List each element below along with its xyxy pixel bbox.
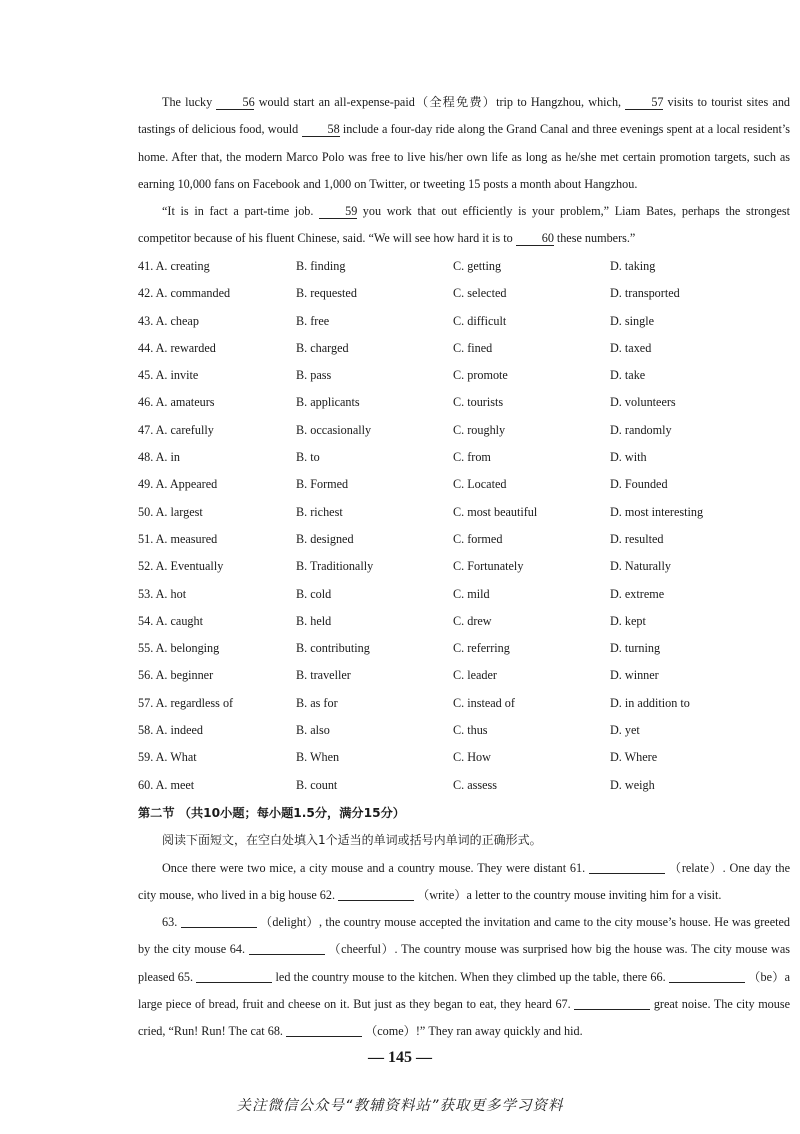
passage-text: The lucky <box>162 95 213 109</box>
option-d: D. yet <box>610 723 640 738</box>
question-number: 51. A. measured <box>138 531 218 546</box>
option-row <box>138 662 798 689</box>
passage-text: include a four-day ride along the Grand Canal and three evenings spent at a local resident’s home. After that, the modern Marco Polo was free to live his/her own life as long as he/she met certain promotion targets, such as earning 10,000 fans on Facebook and 1,000 on Twitter, or tweeting 15 posts a month about Hangzhou. <box>138 122 791 191</box>
passage-text: visits to tourist sites and tastings of delicious food, would <box>138 95 791 137</box>
passage-text: （write）a letter to the country mouse inviting him for a visit. <box>417 888 722 903</box>
option-row <box>138 772 798 799</box>
option-c: C. How <box>453 750 491 765</box>
passage-text: Once there were two mice, a city mouse and a country mouse. They were distant 61. <box>162 861 586 875</box>
option-b: B. as for <box>296 695 338 710</box>
question-number: 41. A. creating <box>138 259 210 273</box>
option-b: B. Traditionally <box>296 559 374 574</box>
blank-61 <box>589 861 665 874</box>
passage-text: you work that out efficiently is your problem,” Liam Bates, perhaps the strongest competitor because of his fluent Chinese, said. “We will see how hard it is to <box>138 204 791 246</box>
option-d: D. Where <box>610 750 658 765</box>
option-row <box>138 362 798 389</box>
option-row <box>138 335 798 362</box>
passage-text: （come）!” They ran away quickly and hid. <box>365 1024 583 1039</box>
blank-59: 59 <box>319 204 357 219</box>
option-d: D. randomly <box>610 422 672 437</box>
blank-68 <box>286 1024 362 1037</box>
option-c: C. fined <box>453 340 493 355</box>
option-c: C. drew <box>453 613 492 628</box>
question-number: 56. A. beginner <box>138 668 214 683</box>
option-row <box>138 417 798 444</box>
blank-60: 60 <box>516 231 554 246</box>
option-c: C. difficult <box>453 313 507 328</box>
question-number: 45. A. invite <box>138 368 199 383</box>
passage-text: （be）a large piece of bread, fruit and cheese on it. But just as they began to eat, they heard 67. <box>138 969 791 1011</box>
blank-58: 58 <box>302 122 340 137</box>
passage-text: these numbers.” <box>556 231 636 246</box>
passage-text: “It is in fact a part-time job. <box>162 204 314 218</box>
option-d: D. most interesting <box>610 504 704 519</box>
option-b: B. applicants <box>296 395 360 410</box>
option-row <box>138 389 798 416</box>
option-b: B. also <box>296 723 330 738</box>
option-row <box>138 526 798 553</box>
option-row <box>138 471 798 498</box>
question-number: 54. A. caught <box>138 613 203 628</box>
option-row <box>138 608 798 635</box>
option-c: C. roughly <box>453 422 506 437</box>
option-d: D. turning <box>610 641 661 656</box>
option-b: B. cold <box>296 586 332 601</box>
option-c: C. leader <box>453 668 497 683</box>
option-b: B. richest <box>296 504 343 519</box>
question-number: 47. A. carefully <box>138 422 214 437</box>
question-number: 46. A. amateurs <box>138 395 215 410</box>
option-b: B. contributing <box>296 641 370 656</box>
option-row <box>138 744 798 771</box>
option-b: B. Formed <box>296 477 349 492</box>
passage-text: great noise. The city mouse cried, “Run! Run! The cat 68. <box>138 996 791 1039</box>
footer-note: 关注微信公众号“教辅资料站”获取更多学习资料 <box>236 1098 564 1114</box>
option-c: C. thus <box>453 723 488 738</box>
option-c: C. from <box>453 450 491 465</box>
option-row <box>138 581 798 608</box>
question-number: 44. A. rewarded <box>138 340 216 355</box>
blank-65 <box>196 970 272 983</box>
blank-64 <box>249 942 325 955</box>
question-number: 55. A. belonging <box>138 641 220 656</box>
option-b: B. requested <box>296 286 357 301</box>
question-number: 60. A. meet <box>138 777 195 792</box>
question-number: 58. A. indeed <box>138 723 203 738</box>
passage-text: （relate）. One day the city mouse, who lived in a big house 62. <box>138 861 790 903</box>
passage-text: led the country mouse to the kitchen. When they climbed up the table, there 66. <box>275 969 666 984</box>
option-c: C. assess <box>453 777 498 792</box>
option-c: C. instead of <box>453 695 515 710</box>
option-b: B. occasionally <box>296 422 372 437</box>
answer-options <box>138 253 798 799</box>
question-number: 50. A. largest <box>138 504 203 519</box>
option-row <box>138 690 798 717</box>
mouse-paragraph-2 <box>138 909 790 1045</box>
option-b: B. held <box>296 613 332 628</box>
blank-56: 56 <box>216 95 254 110</box>
option-b: B. traveller <box>296 668 351 683</box>
option-d: D. kept <box>610 613 646 628</box>
option-row <box>138 253 798 280</box>
option-b: B. finding <box>296 259 346 273</box>
blank-62 <box>338 888 414 901</box>
option-row <box>138 717 798 744</box>
blank-63 <box>181 915 257 928</box>
option-row <box>138 499 798 526</box>
question-number: 53. A. hot <box>138 586 187 601</box>
option-b: B. to <box>296 450 320 465</box>
option-b: B. When <box>296 750 340 765</box>
option-b: B. count <box>296 777 338 792</box>
option-c: C. getting <box>453 259 502 273</box>
section-instruction: 阅读下面短文，在空白处填入1个适当的单词或括号内单词的正确形式。 <box>162 833 542 847</box>
option-b: B. pass <box>296 368 332 383</box>
passage-paragraph-1 <box>138 89 790 198</box>
option-row <box>138 444 798 471</box>
passage-text: （delight）, the country mouse accepted the invitation and came to the city mouse’s house. He was greeted by the city mouse 64. <box>138 915 791 957</box>
option-c: C. referring <box>453 641 510 656</box>
question-number: 49. A. Appeared <box>138 477 218 492</box>
option-c: C. most beautiful <box>453 504 538 519</box>
option-row <box>138 553 798 580</box>
question-number: 48. A. in <box>138 450 180 465</box>
option-d: D. winner <box>610 668 659 683</box>
passage-text: （cheerful）. The country mouse was surprised how big the house was. The city mouse was pleased 65. <box>138 942 790 984</box>
option-c: C. Fortunately <box>453 559 524 574</box>
option-d: D. volunteers <box>610 395 676 410</box>
option-b: B. designed <box>296 531 354 546</box>
option-b: B. free <box>296 313 330 328</box>
option-d: D. Founded <box>610 477 668 492</box>
option-c: C. selected <box>453 286 507 301</box>
option-c: C. formed <box>453 531 503 546</box>
blank-67 <box>574 997 650 1010</box>
option-c: C. promote <box>453 368 508 383</box>
question-number: 43. A. cheap <box>138 313 199 328</box>
option-d: D. take <box>610 368 646 383</box>
option-d: D. extreme <box>610 586 665 601</box>
option-b: B. charged <box>296 340 349 355</box>
page-number: — 145 — <box>368 1049 432 1066</box>
question-number: 42. A. commanded <box>138 286 231 301</box>
blank-57: 57 <box>625 95 663 110</box>
passage-text: would start an all-expense-paid（全程免费）trip to Hangzhou, which, <box>258 95 622 109</box>
option-d: D. with <box>610 450 647 465</box>
question-number: 59. A. What <box>138 750 197 765</box>
option-c: C. tourists <box>453 395 504 410</box>
option-d: D. taxed <box>610 340 652 355</box>
passage-text: 63. <box>162 915 178 929</box>
option-row <box>138 280 798 307</box>
blank-66 <box>669 970 745 983</box>
option-row <box>138 308 798 335</box>
question-number: 52. A. Eventually <box>138 559 224 574</box>
option-d: D. Naturally <box>610 559 671 574</box>
option-d: D. transported <box>610 286 680 301</box>
option-d: D. resulted <box>610 531 664 546</box>
option-d: D. taking <box>610 259 656 273</box>
passage-paragraph-2 <box>138 198 790 253</box>
mouse-paragraph-1 <box>138 855 790 910</box>
option-row <box>138 635 798 662</box>
section-heading: 第二节 （共10小题；每小题1.5分，满分15分） <box>138 806 405 820</box>
option-d: D. single <box>610 313 655 328</box>
option-d: D. in addition to <box>610 695 690 710</box>
option-c: C. Located <box>453 477 507 492</box>
question-number: 57. A. regardless of <box>138 695 234 710</box>
option-d: D. weigh <box>610 777 655 792</box>
option-c: C. mild <box>453 586 490 601</box>
